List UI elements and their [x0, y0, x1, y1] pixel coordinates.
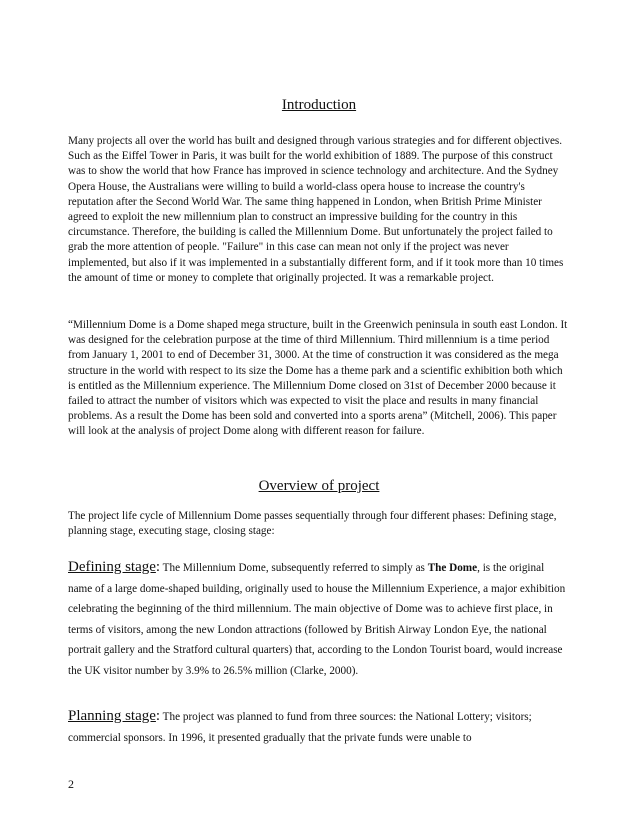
planning-stage-label: Planning stage: [68, 708, 156, 724]
defining-stage-colon: :: [155, 559, 161, 575]
overview-heading: Overview of project: [258, 478, 380, 494]
planning-stage-text-body: The project was planned to fund from three sources: the National Lottery; visitors; commercial sponsors. In 1996, it presented gradually that the private funds were unable to: [68, 711, 532, 744]
defining-stage-bold: The Dome: [427, 562, 478, 574]
planning-stage-colon: :: [155, 708, 161, 724]
defining-stage-text-b: , is the original name of a large dome-shaped building, originally used to house the Millennium Experience, a major exhibition celebrating the beginning of the third millennium. The main objective of Dome was to achieve first place, in terms of visitors, among the new London attractions (followed by British Airway London Eye, the national portrait gallery and the Stratford cultural quarters) that, according to the London Tourist board, would increase the UK visitor number by 3.9% to 26.5% million (Clarke, 2000).: [68, 562, 566, 677]
defining-stage-text: [68, 557, 570, 682]
intro-paragraph-1: [68, 134, 570, 286]
overview-paragraph-text: The project life cycle of Millennium Dome passes sequentially through four different phases: Defining stage, planning stage, executing stage, closing stage:: [68, 510, 557, 538]
page-number: 2: [68, 777, 74, 791]
intro-paragraph-2-text: “Millennium Dome is a Dome shaped mega structure, built in the Greenwich peninsula in south east London. It was designed for the celebration purpose at the time of third Millennium. Third millennium is a time period from January 1, 2001 to end of December 31, 3000. At the time of construction it was considered as the mega structure in the world with respect to its size the Dome has a theme park and a scientific exhibition both which is entitled as the Millennium experience. The Millennium Dome closed on 31st of December 2000 because it failed to attract the number of visitors which was expected to visit the place and results in many financial problems. As a result the Dome has been sold and converted into a sports arena” (Mitchell, 2006). This paper will look at the analysis of project Dome along with different reason for failure.: [68, 319, 568, 438]
intro-paragraph-2: [68, 318, 570, 440]
defining-stage-paragraph: [68, 557, 570, 682]
intro-paragraph-1-text: Many projects all over the world has built and designed through various strategies and for different objectives. Such as the Eiffel Tower in Paris, it was built for the world exhibition of 1889. The purpose of this construct was to show the world that how France has improved in science technology and architecture. And the Sydney Opera House, the Australians were willing to build a world-class opera house to increase the country's reputation after the Second World War. The same thing happened in London, when British Prime Minister agreed to exploit the new millennium plan to construct an impressive building for the country in this circumstance. Therefore, the building is called the Millennium Dome. But unfortunately the project failed to grab the more attention of people. "Failure" in this case can mean not only if the project was never implemented, but also if it was implemented in a substantially different form, and if it took more than 10 times the amount of time or money to complete that originally projected. It was a remarkable project.: [68, 135, 564, 284]
overview-paragraph: [68, 509, 570, 539]
defining-stage-label: Defining stage: [68, 559, 156, 575]
introduction-heading: Introduction: [281, 97, 357, 113]
planning-stage-text: [68, 706, 570, 748]
planning-stage-paragraph: [68, 706, 570, 748]
defining-stage-text-a: The Millennium Dome, subsequently referred to simply as: [160, 562, 428, 574]
